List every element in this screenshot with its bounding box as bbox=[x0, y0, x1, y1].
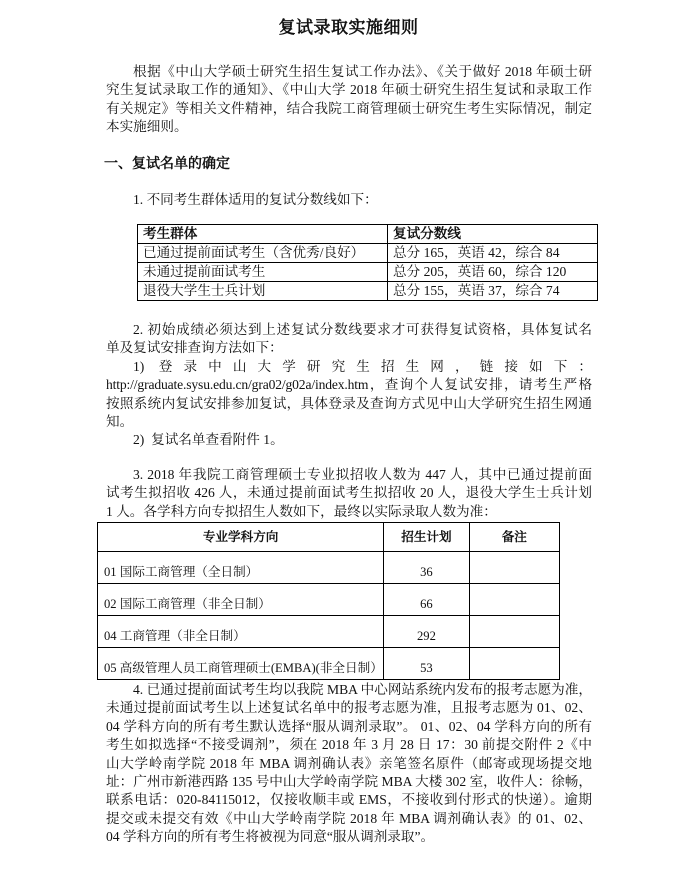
paragraph-line: 知。 bbox=[106, 413, 134, 429]
document-title: 复试录取实施细则 bbox=[278, 18, 419, 37]
table-row bbox=[138, 263, 598, 282]
table-row bbox=[98, 584, 560, 616]
paragraph-line: 提交或未提交有效《中山大学岭南学院 2018 年 MBA 调剂确认表》的 01、02、 bbox=[106, 810, 592, 826]
table-cell: 05 高级管理人员工商管理硕士(EMBA)(非全日制） bbox=[98, 648, 384, 680]
section-heading: 一、复试名单的确定 bbox=[104, 157, 230, 172]
table-row bbox=[138, 282, 598, 301]
table-header-row bbox=[138, 225, 598, 244]
score-line-table bbox=[137, 224, 598, 301]
table-cell bbox=[469, 648, 559, 680]
paragraph-line: 试考生拟招收 426 人，未通过提前面试考生拟招收 20 人，退役大学生士兵计划 bbox=[106, 485, 592, 501]
paragraph-line: 1. 不同考生群体适用的复试分数线如下： bbox=[133, 192, 378, 207]
table-cell: 总分 155，英语 37，综合 74 bbox=[388, 282, 598, 301]
item-4-paragraph bbox=[106, 681, 592, 847]
table-header-cell: 专业学科方向 bbox=[98, 523, 384, 552]
item-3-paragraph bbox=[106, 466, 592, 521]
table-row bbox=[138, 244, 598, 263]
paragraph-line: 联系电话：020-84115012，仅接收顺丰或 EMS，不接收到付形式的快递）。逾期 bbox=[106, 792, 592, 808]
table-row bbox=[98, 552, 560, 584]
table-cell: 已通过提前面试考生（含优秀/良好） bbox=[138, 244, 388, 263]
table-cell: 总分 165，英语 42，综合 84 bbox=[388, 244, 598, 263]
paragraph-line: 本实施细则。 bbox=[106, 119, 188, 135]
table-cell: 36 bbox=[384, 552, 469, 584]
enrollment-plan-table bbox=[97, 522, 560, 680]
item-2-paragraph bbox=[106, 321, 592, 450]
table-cell: 未通过提前面试考生 bbox=[138, 263, 388, 282]
paragraph-line: 址：广州市新港西路 135 号中山大学岭南学院 MBA 大楼 302 室，收件人：徐畅， bbox=[106, 773, 592, 789]
table-header-cell: 复试分数线 bbox=[388, 225, 598, 244]
table-row bbox=[98, 648, 560, 680]
table-cell: 01 国际工商管理（全日制） bbox=[98, 552, 384, 584]
table-header-cell: 备注 bbox=[469, 523, 559, 552]
table-cell: 02 国际工商管理（非全日制） bbox=[98, 584, 384, 616]
table-cell: 总分 205，英语 60，综合 120 bbox=[388, 263, 598, 282]
paragraph-line: 有关规定》等相关文件精神，结合我院工商管理硕士研究生考生实际情况，制定 bbox=[106, 100, 592, 116]
paragraph-line: 按照系统内复试安排参加复试，具体登录及查询方式见中山大学研究生招生网通 bbox=[106, 395, 592, 411]
paragraph-line: 山大学岭南学院 2018 年 MBA 调剂确认表》亲笔签名原件（邮寄或现场提交地 bbox=[106, 755, 592, 771]
paragraph-line-with-link: http://graduate.sysu.edu.cn/gra02/g02a/index.htm，查询个人复试安排，请考生严格 bbox=[106, 377, 592, 393]
table-cell bbox=[469, 616, 559, 648]
paragraph-line: 1 人。各学科方向专拟招生人数如下，最终以实际录取人数为准： bbox=[106, 503, 497, 519]
paragraph-line: 考生如拟选择“不接受调剂”，须在 2018 年 3 月 28 日 17：30 前提交附件 2《中 bbox=[106, 737, 592, 753]
table-cell: 292 bbox=[384, 616, 469, 648]
paragraph-line: 单及复试安排查询方法如下： bbox=[106, 340, 283, 356]
paragraph-line: 1) 登录中山大学研究生招生网，链接如下： bbox=[133, 358, 592, 374]
table-cell: 66 bbox=[384, 584, 469, 616]
paragraph-line: 2) 复试名单查看附件 1。 bbox=[133, 432, 284, 448]
paragraph-line: 3. 2018 年我院工商管理硕士专业拟招收人数为 447 人，其中已通过提前面 bbox=[133, 467, 592, 482]
paragraph-line: 根据《中山大学硕士研究生招生复试工作办法》、《关于做好 2018 年硕士研 bbox=[133, 64, 592, 79]
paragraph-line: 2. 初始成绩必须达到上述复试分数线要求才可获得复试资格，具体复试名 bbox=[133, 322, 592, 337]
table-row bbox=[98, 616, 560, 648]
paragraph-line: 究生复试录取工作的通知》、《中山大学 2018 年硕士研究生招生复试和录取工作 bbox=[106, 82, 592, 98]
table-cell bbox=[469, 552, 559, 584]
table-cell: 04 工商管理（非全日制） bbox=[98, 616, 384, 648]
table-cell: 退役大学生士兵计划 bbox=[138, 282, 388, 301]
table-cell: 53 bbox=[384, 648, 469, 680]
table-cell bbox=[469, 584, 559, 616]
paragraph-line: 04 学科方向的所有考生将被视为同意“服从调剂录取”。 bbox=[106, 829, 435, 845]
paragraph-line: 04 学科方向的所有考生默认选择“服从调剂录取”。 01、02、04 学科方向的所有 bbox=[106, 718, 592, 734]
paragraph-line: 未通过提前面试考生以上述复试名单中的报考志愿为准，且报考志愿为 01、02、 bbox=[106, 700, 592, 716]
table-header-cell: 考生群体 bbox=[138, 225, 388, 244]
item-1-paragraph bbox=[106, 191, 592, 209]
intro-paragraph bbox=[106, 63, 592, 137]
table-header-cell: 招生计划 bbox=[384, 523, 469, 552]
table-header-row bbox=[98, 523, 560, 552]
paragraph-line: 4. 已通过提前面试考生均以我院 MBA 中心网站系统内发布的报考志愿为准， bbox=[133, 682, 592, 697]
